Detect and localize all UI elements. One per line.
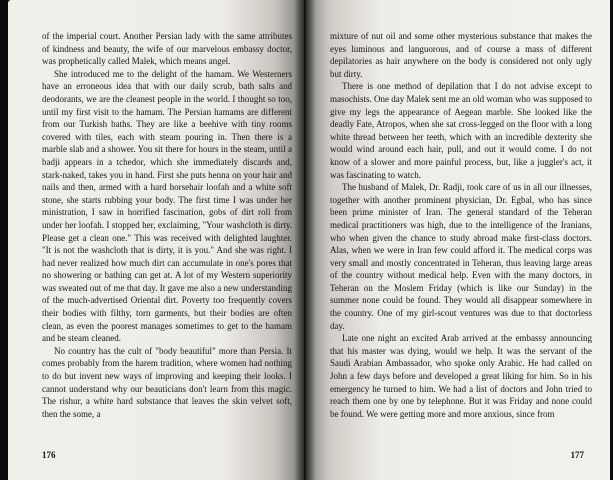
page-number: 177 [570,450,584,460]
book-gutter-shadow [294,0,316,480]
paragraph: There is one method of depilation that I do not advise except to masochists. One day Malek sent me an old woman who was supposed to give my legs the appearance of Aegean marble. She looked like the deadly Fate, Atropos, when she sat cross-legged on the floor with a long white thread between her teeth, which with an incredible dexterity she would wind around each hair, pull, and out it would come. I do not know of a slower and more painful process, but, like a juggler's act, it was fascinating to watch. [330,81,592,180]
paragraph: The husband of Malek, Dr. Radji, took care of us in all our illnesses, together with another prominent physician, Dr. Egbal, who has since been prime minister of Iran. The general standard of the Teheran medical practitioners was high, due to the intelligence of the Iranians, who when given the chance to study abroad make first-class doctors. Alas, when we were in Iran few could afford it. The medical corps was very small and mostly concentrated in Teheran, thus leaving large areas of the country without medical help. Even with the many doctors, in Teheran on the Moslem Friday (which is like our Sunday) in the summer none could be found. They would all disappear somewhere in the country. One of my girl-scout ventures was due to that doctorless day. [330,182,592,331]
paragraph: Late one night an excited Arab arrived at the embassy announcing that his master was dying, would we help. It was the servant of the Saudi Arabian Ambassador, who spoke only Arabic. He had called on John a few days before and developed a great liking for him. So in his emergency he turned to him. We had a list of doctors and John tried to reach them one by one by telephone. But it was Friday and none could be found. We were getting more and more anxious, since from [330,333,592,419]
paragraph: mixture of nut oil and some other mysterious substance that makes the eyes luminous and languorous, and of course a mass of different depilatories as hair anywhere on the body is considered not only ugly but dirty. [330,31,592,79]
right-page-text [330,30,592,420]
page-number: 176 [42,450,56,460]
paragraph: of the imperial court. Another Persian lady with the same attributes of kindness and beauty, the wife of our marvelous embassy doctor, was prophetically called Malek, which means angel. [42,31,292,67]
paragraph: No country has the cult of "body beautiful" more than Persia. It comes probably from the harem tradition, where women had nothing to do but invent new ways of improving and keeping their looks. I cannot understand why our beauticians don't learn from this magic. The rishur, a white hard substance that leaves the skin velvet soft, then the some, a [42,345,292,419]
left-page [8,0,304,480]
right-page [306,0,610,480]
left-page-text [42,30,292,420]
paragraph: She introduced me to the delight of the hamam. We Westerners have an erroneous idea that with our daily scrub, bath salts and deodorants, we are the cleanest people in the world. I thought so too, until my first visit to the hamam. The Persian hamams are different from our Turkish baths. They are like a beehive with tiny rooms covered with tiles, each with steam pouring in. Then there is a marble slab and a shower. You sit there for hours in the steam, until a badji appears in a tchedor, which she immediately discards and, stark-naked, takes you in hand. First she puts henna on your hair and nails and then, armed with a hard horsehair loofah and a white soft stone, she starts rubbing your body. The first time I was under her ministration, I saw in horrified fascination, gobs of dirt roll from under her loofah. I stopped her, exclaiming, "Your washcloth is dirty. Please get a clean one." This was received with delighted laughter. "It is not the washcloth that is dirty, it is you." And she was right. I had never realized how much dirt can accumulate in one's pores that no showering or bathing can get at. A lot of my Western superiority was sweated out of me that day. It gave me also a new understanding of the much-advertised Oriental dirt. Poverty too frequently covers their bodies with filthy, torn garments, but their bodies are often clean, as even the poorest manages sometimes to get to the hamam and be steam cleaned. [42,68,292,344]
